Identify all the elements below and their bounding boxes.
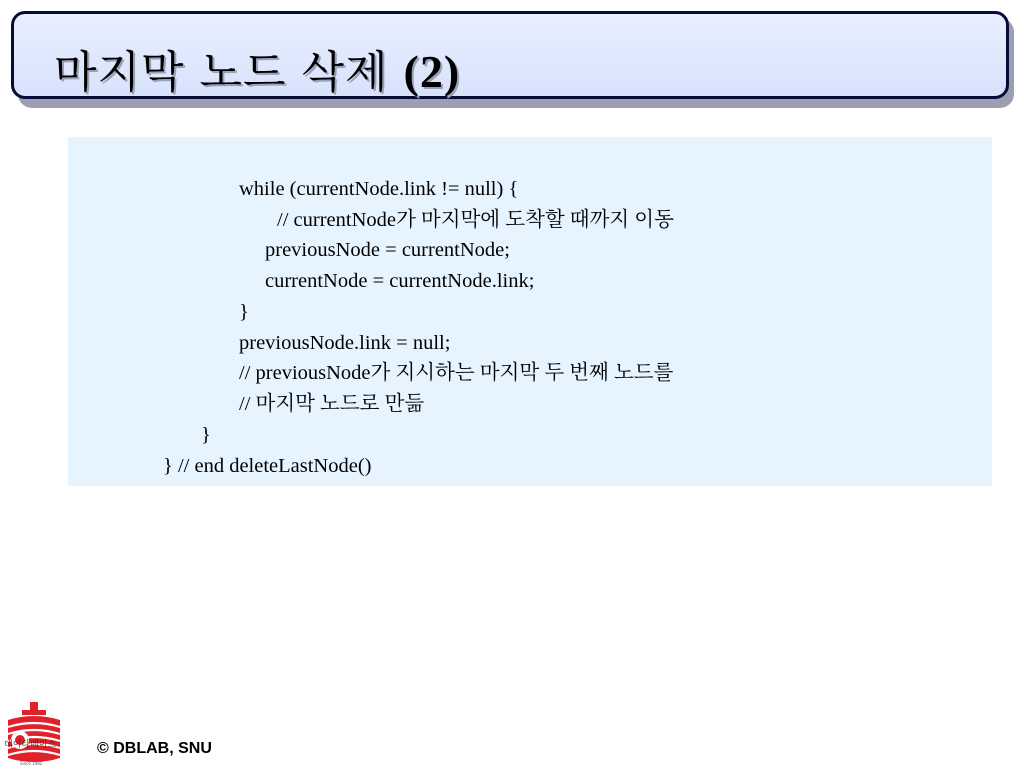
- slide-title-number: (2): [403, 46, 461, 97]
- code-line: previousNode = currentNode;: [265, 239, 510, 261]
- code-line: }: [201, 424, 211, 446]
- slide-title: [54, 36, 460, 100]
- logo-since: Since 1982: [20, 761, 43, 766]
- code-line: } // end deleteLastNode(): [163, 455, 372, 477]
- logo-text: 데이타베이스: [4, 740, 57, 750]
- database-logo-icon: [0, 700, 76, 768]
- code-panel: [68, 137, 992, 486]
- title-banner: [11, 11, 1009, 99]
- code-line: currentNode = currentNode.link;: [265, 270, 535, 292]
- code-line: }: [239, 301, 249, 323]
- dblab-logo: [0, 700, 76, 768]
- code-line: // previousNode가 지시하는 마지막 두 번째 노드를: [239, 362, 674, 384]
- code-line: // 마지막 노드로 만듦: [239, 393, 425, 415]
- code-line: // currentNode가 마지막에 도착할 때까지 이동: [277, 209, 674, 231]
- footer-copyright: © DBLAB, SNU: [97, 740, 212, 757]
- code-line: previousNode.link = null;: [239, 332, 451, 354]
- slide-title-korean: 마지막 노드 삭제: [54, 47, 389, 98]
- code-line: while (currentNode.link != null) {: [239, 178, 519, 200]
